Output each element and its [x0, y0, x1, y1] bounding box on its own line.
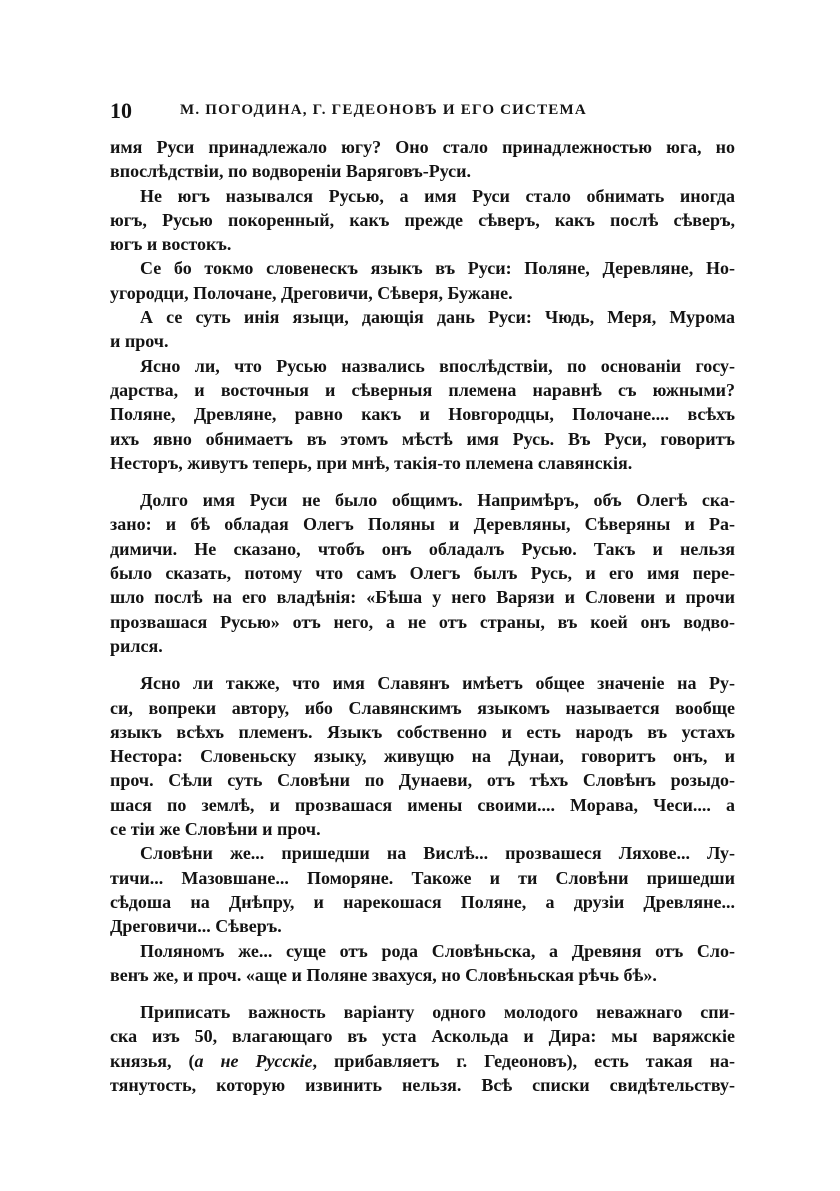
- text-line: Долго имя Руси не было общимъ. Напримѣръ, объ Олегѣ ска-: [140, 490, 735, 511]
- text-line: языкъ всѣхъ племенъ. Языкъ собственно и есть народъ въ устахъ: [110, 721, 735, 742]
- paragraph: [110, 305, 735, 354]
- page-header: [110, 98, 735, 126]
- text-line: имя Руси принадлежало югу? Оно стало принадлежностью юга, но: [110, 137, 735, 157]
- paragraph: [110, 1000, 735, 1097]
- paragraph: [110, 488, 735, 658]
- paragraph: [110, 256, 735, 305]
- text-line: [110, 1049, 735, 1073]
- text-line: Нестора: Словеньску языку, живущю на Дунаи, говоритъ онъ, и: [110, 746, 735, 767]
- page-body-text: [110, 135, 735, 1097]
- text-line: тичи... Мазовшане... Поморяне. Такоже и ти Словѣни пришедши: [110, 867, 735, 888]
- text-line: сѣдоша на Днѣпру, и нарекошася Поляне, а друзіи Древляне...: [110, 891, 735, 912]
- text-line: Ясно ли, что Русью назвались впослѣдствіи, по основаніи госу-: [140, 355, 735, 376]
- text-line: се тіи же Словѣни и проч.: [110, 819, 321, 840]
- text-line: Не югъ назывался Русью, а имя Руси стало обнимать иногда: [140, 185, 735, 206]
- text-line: Поляне, Древляне, равно какъ и Новгородцы, Полочане.... всѣхъ: [110, 404, 735, 425]
- text-line: прозвашася Русью» отъ него, а не отъ страны, въ коей онъ водво-: [110, 611, 735, 632]
- text-line: си, вопреки автору, ибо Славянскимъ языкомъ называется вообще: [110, 697, 735, 718]
- text-line: ихъ явно обнимаетъ въ этомъ мѣстѣ имя Русь. Въ Руси, говоритъ: [110, 428, 735, 449]
- text-line: Дреговичи... Сѣверъ.: [110, 916, 282, 937]
- paragraph: [110, 354, 735, 475]
- running-title: М. ПОГОДИНА, Г. ГЕДЕОНОВЪ И ЕГО СИСТЕМА: [180, 102, 587, 118]
- text-line: Приписать важность варіанту одного молодого неважнаго спи-: [140, 1002, 735, 1023]
- text-line: димичи. Не сказано, чтобъ онъ обладалъ Русью. Такъ и нельзя: [110, 538, 735, 559]
- paragraph: [110, 939, 735, 988]
- text-line: Ясно ли также, что имя Славянъ имѣетъ общее значеніе на Ру-: [140, 673, 735, 694]
- text-line: угородци, Полочане, Дреговичи, Сѣверя, Бужане.: [110, 282, 513, 303]
- text-line: Словѣни же... пришедши на Вислѣ... прозвашеся Ляхове... Лу-: [140, 843, 735, 864]
- paragraph: [110, 135, 735, 184]
- text-line: югъ, Русью покоренный, какъ прежде сѣверъ, какъ послѣ сѣверъ,: [110, 209, 735, 230]
- text-line: Несторъ, живутъ теперь, при мнѣ, такія-то племена славянскія.: [110, 452, 633, 473]
- text-segment: , прибавляетъ г. Гедеоновъ), есть такая на-: [312, 1050, 735, 1071]
- paragraph: [110, 671, 735, 841]
- text-line: венъ же, и проч. «аще и Поляне звахуся, но Словѣньская рѣчь бѣ».: [110, 964, 657, 985]
- text-line: зано: и бѣ обладая Олегъ Поляны и Деревляны, Сѣверяны и Ра-: [110, 514, 735, 535]
- text-segment: князья, (: [110, 1050, 195, 1071]
- italic-phrase: а не Русскіе: [194, 1050, 313, 1071]
- text-line: тянутость, которую извинить нельзя. Всѣ списки свидѣтельству-: [110, 1074, 735, 1095]
- text-line: дарства, и восточныя и сѣверныя племена наравнѣ съ южными?: [110, 379, 735, 400]
- text-line: Се бо токмо словенескъ языкъ въ Руси: Поляне, Деревляне, Но-: [140, 258, 735, 279]
- text-line: рился.: [110, 635, 163, 656]
- text-line: ска изъ 50, влагающаго въ уста Аскольда и Дира: мы варяжскіе: [110, 1026, 735, 1047]
- text-line: Поляномъ же... суще отъ рода Словѣньска, а Древяня отъ Сло-: [140, 940, 735, 961]
- text-line: А се суть инія языци, дающія дань Руси: Чюдь, Меря, Мурома: [140, 307, 735, 328]
- paragraph: [110, 841, 735, 938]
- text-line: шася по землѣ, и прозвашася имены своими.... Морава, Чеси.... а: [110, 794, 735, 815]
- text-line: было сказать, потому что самъ Олегъ былъ Русь, и его имя пере-: [110, 563, 735, 584]
- text-line: шло послѣ на его владѣнія: «Бѣша у него Варязи и Словени и прочи: [110, 587, 735, 608]
- page-number: 10: [110, 98, 132, 123]
- text-line: и проч.: [110, 331, 169, 352]
- text-line: проч. Сѣли суть Словѣни по Дунаеви, отъ тѣхъ Словѣнъ розыдо-: [110, 770, 735, 791]
- text-line: впослѣдствіи, по водвореніи Варяговъ-Руси.: [110, 161, 472, 182]
- text-line: югъ и востокъ.: [110, 234, 232, 255]
- paragraph: [110, 184, 735, 257]
